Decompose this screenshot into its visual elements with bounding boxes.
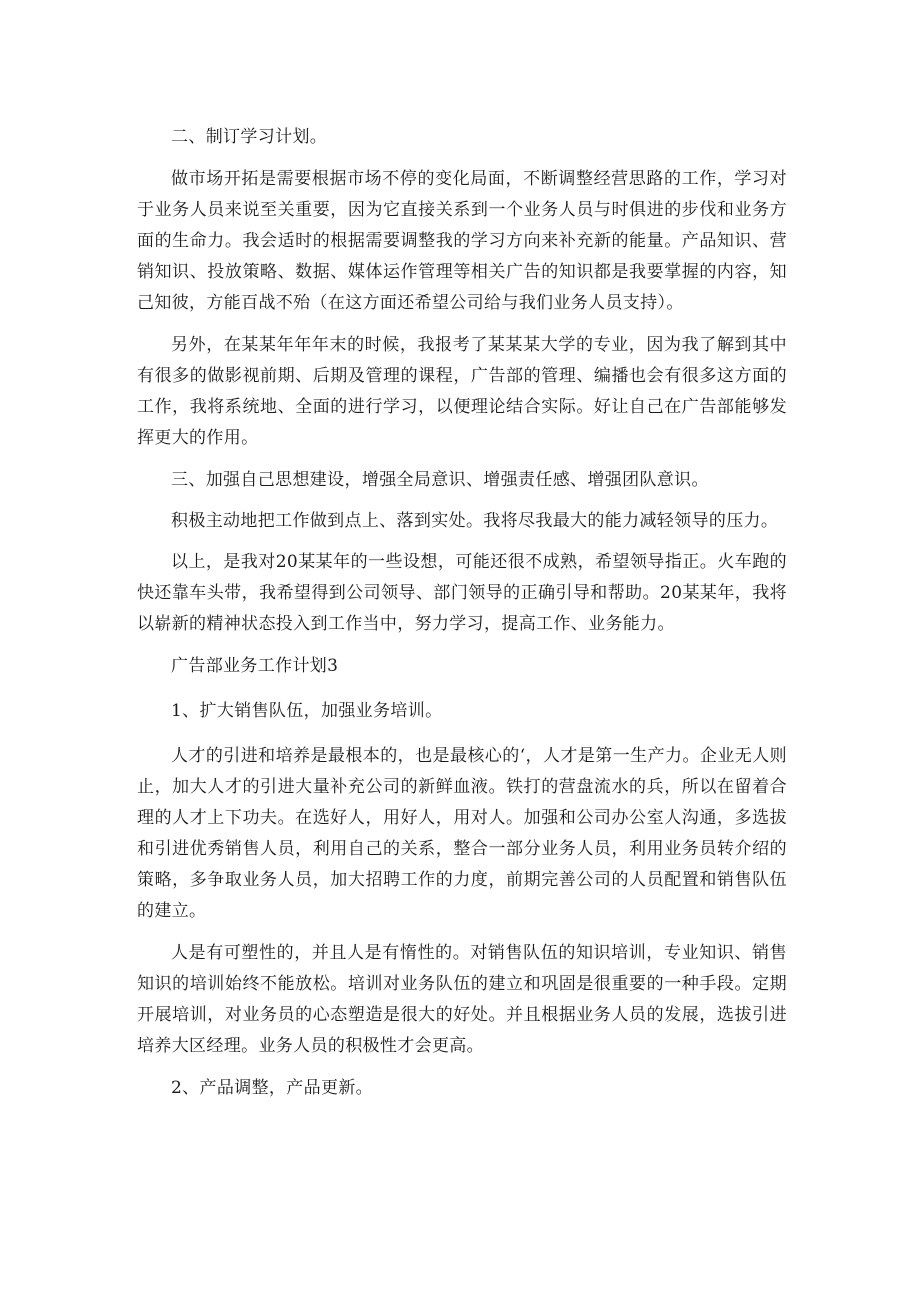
- section-heading-study-plan: 二、制订学习计划。: [171, 127, 328, 147]
- document-body: [137, 122, 787, 1115]
- paragraph-conclusion: 以上，是我对20某某年的一些设想，可能还很不成熟，希望领导指正。火车跑的快还靠车头带，我希望得到公司领导、部门领导的正确引导和帮助。20某某年，我将以崭新的精神状态投入到工作当中，努力学习，提高工作、业务能力。: [137, 552, 787, 634]
- paragraph-university-study: 另外，在某某年年年末的时候，我报考了某某某大学的专业，因为我了解到其中有很多的做影视前期、后期及管理的课程，广告部的管理、编播也会有很多这方面的工作，我将系统地、全面的进行学习，以便理论结合实际。好让自己在广告部能够发挥更大的作用。: [137, 335, 787, 448]
- paragraph-market-learning: 做市场开拓是需要根据市场不停的变化局面，不断调整经营思路的工作，学习对于业务人员来说至关重要，因为它直接关系到一个业务人员与时俱进的步伐和业务方面的生命力。我会适时的根据需要调整我的学习方向来补充新的能量。产品知识、营销知识、投放策略、数据、媒体运作管理等相关广告的知识都是我要掌握的内容，知己知彼，方能百战不殆（在这方面还希望公司给与我们业务人员支持）。: [137, 169, 787, 313]
- paragraph-sales-training: 人是有可塑性的，并且人是有惰性的。对销售队伍的知识培训，专业知识、销售知识的培训始终不能放松。培训对业务队伍的建立和巩固是很重要的一种手段。定期开展培训，对业务员的心态塑造是很大的好处。并且根据业务人员的发展，选拔引进培养大区经理。业务人员的积极性才会更高。: [137, 943, 787, 1056]
- section-heading-ideology: 三、加强自己思想建设，增强全局意识、增强责任感、增强团队意识。: [171, 470, 709, 490]
- section-heading-product-update: 2、产品调整，产品更新。: [171, 1078, 374, 1098]
- section-heading-sales-team: 1、扩大销售队伍，加强业务培训。: [171, 701, 443, 721]
- paragraph-talent-recruitment: 人才的引进和培养是最根本的，也是最核心的‘，人才是第一生产力。企业无人则止，加大人才的引进大量补充公司的新鲜血液。铁打的营盘流水的兵，所以在留着合理的人才上下功夫。在选好人，用好人，用对人。加强和公司办公室人沟通，多选拔和引进优秀销售人员，利用自己的关系，整合一部分业务人员，利用业务员转介绍的策略，多争取业务人员，加大招聘工作的力度，前期完善公司的人员配置和销售队伍的建立。: [137, 746, 787, 921]
- paragraph-work-initiative: 积极主动地把工作做到点上、落到实处。我将尽我最大的能力减轻领导的压力。: [171, 511, 779, 531]
- plan-title: 广告部业务工作计划3: [171, 656, 339, 676]
